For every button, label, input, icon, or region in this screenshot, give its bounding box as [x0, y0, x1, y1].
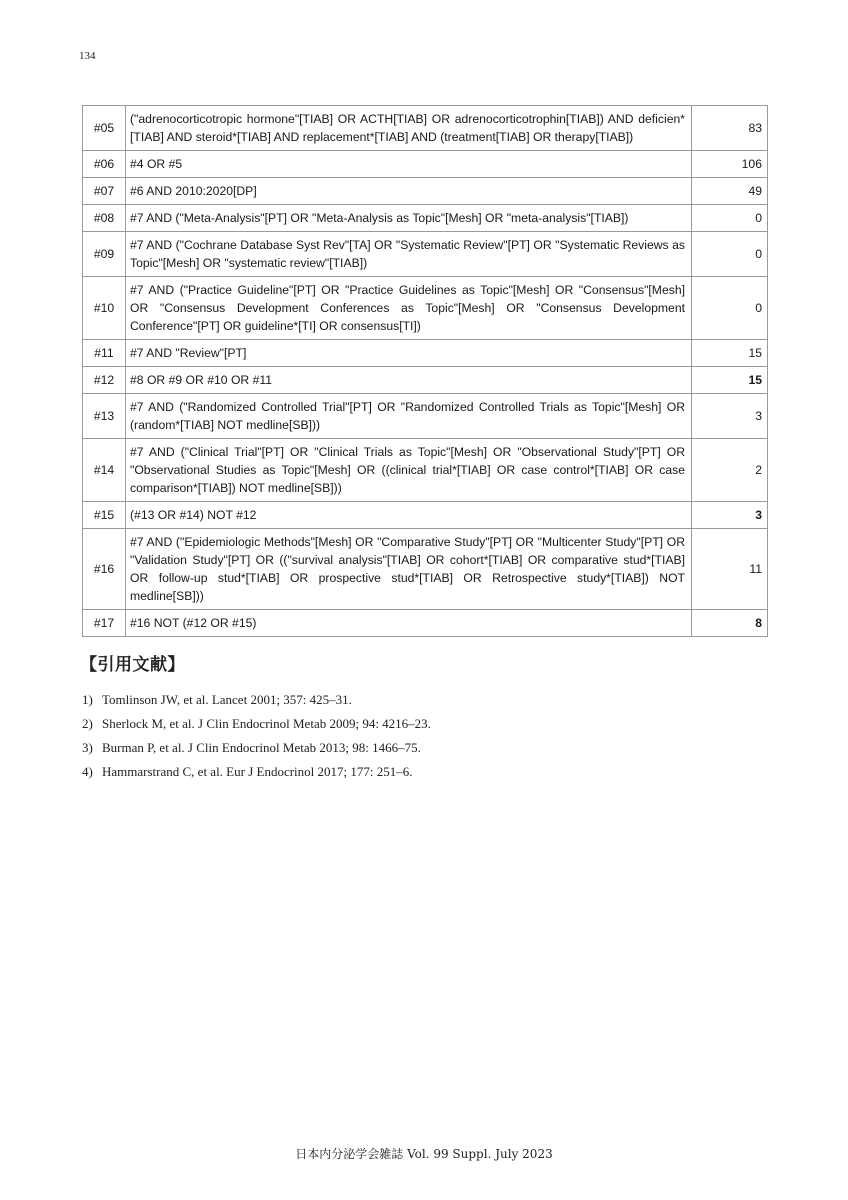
search-count: 15 [692, 367, 768, 394]
search-query: #7 AND ("Practice Guideline"[PT] OR "Practice Guidelines as Topic"[Mesh] OR "Consensus"[Mesh] OR "Consensus Development Conferences as Topic"[Mesh] OR "Consensus Development Conference"[PT] OR guideline*[TI] OR consensus[TI]) [126, 277, 692, 340]
search-query: #7 AND ("Clinical Trial"[PT] OR "Clinical Trials as Topic"[Mesh] OR "Observational Study"[PT] OR "Observational Studies as Topic"[Mesh] OR ((clinical trial*[TIAB] OR case control*[TIAB] OR case comparison*[TIAB]) NOT medline[SB])) [126, 439, 692, 502]
table-row [83, 610, 768, 637]
table-row [83, 106, 768, 151]
reference-text: Sherlock M, et al. J Clin Endocrinol Metab 2009; 94: 4216–23. [102, 716, 431, 731]
search-count: 49 [692, 178, 768, 205]
search-count: 8 [692, 610, 768, 637]
page-number: 134 [79, 50, 96, 62]
table-row [83, 277, 768, 340]
table-row [83, 232, 768, 277]
search-query: #7 AND ("Meta-Analysis"[PT] OR "Meta-Analysis as Topic"[Mesh] OR "meta-analysis"[TIAB]) [126, 205, 692, 232]
reference-number: 1) [82, 692, 93, 707]
search-id: #07 [83, 178, 126, 205]
table-row [83, 529, 768, 610]
search-id: #11 [83, 340, 126, 367]
search-query: #7 AND "Review"[PT] [126, 340, 692, 367]
search-strategy-table [82, 105, 768, 637]
table-row [83, 178, 768, 205]
table-row [83, 151, 768, 178]
search-query: (#13 OR #14) NOT #12 [126, 502, 692, 529]
search-count: 11 [692, 529, 768, 610]
search-id: #15 [83, 502, 126, 529]
search-count: 0 [692, 205, 768, 232]
reference-text: Hammarstrand C, et al. Eur J Endocrinol 2017; 177: 251–6. [102, 764, 413, 779]
reference-number: 2) [82, 716, 93, 731]
search-id: #12 [83, 367, 126, 394]
reference-item [82, 736, 431, 760]
table-row [83, 502, 768, 529]
search-query: #8 OR #9 OR #10 OR #11 [126, 367, 692, 394]
search-count: 3 [692, 394, 768, 439]
search-count: 0 [692, 232, 768, 277]
search-id: #09 [83, 232, 126, 277]
table-row [83, 340, 768, 367]
reference-text: Tomlinson JW, et al. Lancet 2001; 357: 425–31. [102, 692, 352, 707]
table-row [83, 205, 768, 232]
reference-text: Burman P, et al. J Clin Endocrinol Metab 2013; 98: 1466–75. [102, 740, 421, 755]
journal-footer: 日本内分泌学会雑誌 Vol. 99 Suppl. July 2023 [295, 1147, 553, 1161]
search-id: #17 [83, 610, 126, 637]
search-count: 15 [692, 340, 768, 367]
search-count: 0 [692, 277, 768, 340]
references-heading: 【引用文献】 [80, 655, 185, 675]
search-id: #10 [83, 277, 126, 340]
search-query: #7 AND ("Cochrane Database Syst Rev"[TA] OR "Systematic Review"[PT] OR "Systematic Reviews as Topic"[Mesh] OR "systematic review"[TIAB]) [126, 232, 692, 277]
search-query: ("adrenocorticotropic hormone"[TIAB] OR ACTH[TIAB] OR adrenocorticotrophin[TIAB]) AND deficien*[TIAB] AND steroid*[TIAB] AND replacement*[TIAB] AND (treatment[TIAB] OR therapy[TIAB]) [126, 106, 692, 151]
search-query: #6 AND 2010:2020[DP] [126, 178, 692, 205]
search-id: #05 [83, 106, 126, 151]
reference-number: 4) [82, 764, 93, 779]
search-count: 83 [692, 106, 768, 151]
search-id: #16 [83, 529, 126, 610]
reference-item [82, 688, 431, 712]
search-query: #7 AND ("Epidemiologic Methods"[Mesh] OR "Comparative Study"[PT] OR "Multicenter Study"[PT] OR "Validation Study"[PT] OR (("survival analysis"[TIAB] OR cohort*[TIAB] OR comparative stud*[TIAB] OR follow-up stud*[TIAB] OR prospective stud*[TIAB] OR Retrospective study*[TIAB]) NOT medline[SB])) [126, 529, 692, 610]
table-row [83, 367, 768, 394]
search-count: 3 [692, 502, 768, 529]
search-query: #7 AND ("Randomized Controlled Trial"[PT] OR "Randomized Controlled Trials as Topic"[Mesh] OR (random*[TIAB] NOT medline[SB])) [126, 394, 692, 439]
search-id: #08 [83, 205, 126, 232]
table-row [83, 439, 768, 502]
table-row [83, 394, 768, 439]
search-query: #4 OR #5 [126, 151, 692, 178]
search-id: #13 [83, 394, 126, 439]
search-id: #14 [83, 439, 126, 502]
references-list [82, 688, 431, 784]
reference-item [82, 760, 431, 784]
reference-item [82, 712, 431, 736]
search-query: #16 NOT (#12 OR #15) [126, 610, 692, 637]
reference-number: 3) [82, 740, 93, 755]
search-id: #06 [83, 151, 126, 178]
search-count: 2 [692, 439, 768, 502]
search-count: 106 [692, 151, 768, 178]
